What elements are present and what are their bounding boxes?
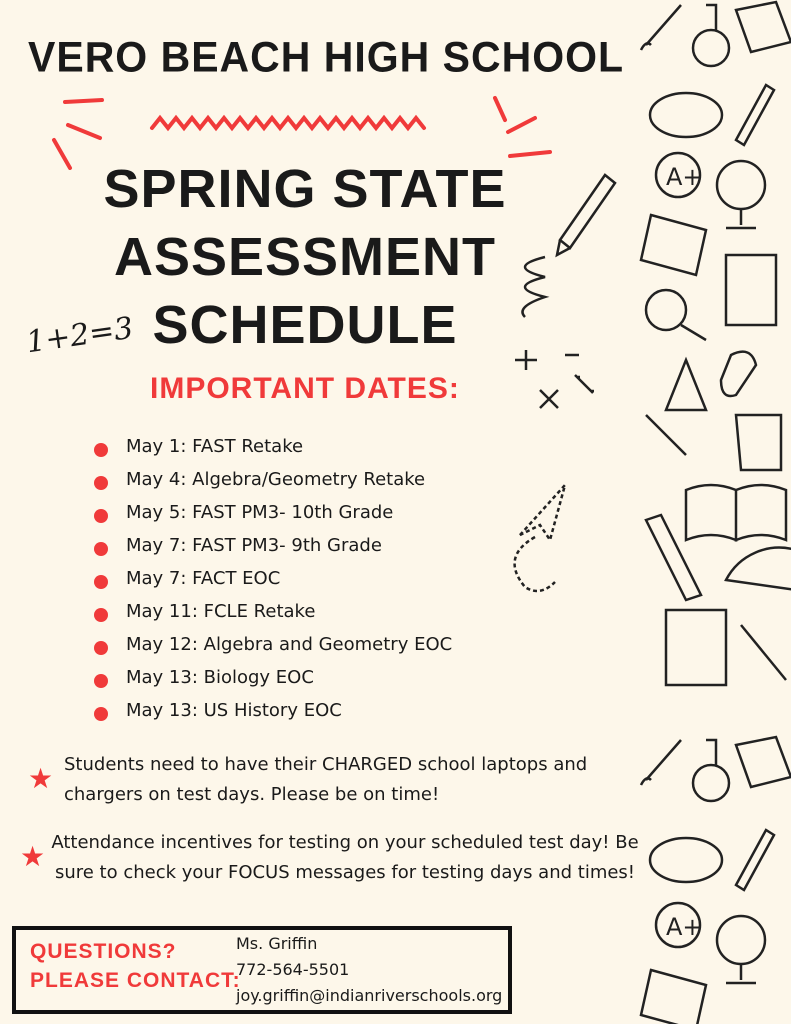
important-dates-heading: IMPORTANT DATES: xyxy=(150,372,460,405)
list-item xyxy=(94,694,452,727)
date-text: May 4: Algebra/Geometry Retake xyxy=(126,469,426,490)
attendance-note: Attendance incentives for testing on your scheduled test day! Be sure to check your FOCUS messages for testing days and times! xyxy=(51,832,639,883)
list-item xyxy=(94,430,452,463)
bullet-icon xyxy=(94,509,108,523)
bullet-icon xyxy=(94,707,108,721)
date-text: May 7: FAST PM3- 9th Grade xyxy=(126,535,382,556)
page-title xyxy=(70,155,540,359)
bullet-icon xyxy=(94,476,108,490)
school-supplies-icon-group-repeat xyxy=(641,737,791,1024)
bullet-icon xyxy=(94,641,108,655)
contact-label xyxy=(30,937,241,995)
pencil-math-doodles xyxy=(505,165,625,595)
bullet-icon xyxy=(94,575,108,589)
date-text: May 1: FAST Retake xyxy=(126,436,304,457)
list-item xyxy=(94,562,452,595)
svg-text:A+: A+ xyxy=(666,913,703,941)
date-text: May 7: FACT EOC xyxy=(126,568,281,589)
school-supplies-icon-group xyxy=(641,2,791,685)
laptop-note: Students need to have their CHARGED school laptops and chargers on test days. Please be on time! xyxy=(64,754,588,805)
bullet-icon xyxy=(94,674,108,688)
contact-info xyxy=(236,931,502,1009)
date-text: May 12: Algebra and Geometry EOC xyxy=(126,634,453,655)
title-line: SCHEDULE xyxy=(152,295,458,355)
list-item xyxy=(94,595,452,628)
bullet-icon xyxy=(94,608,108,622)
title-line: SPRING STATE xyxy=(103,159,507,219)
date-text: May 13: US History EOC xyxy=(126,700,342,721)
list-item xyxy=(94,529,452,562)
list-item xyxy=(94,496,452,529)
date-text: May 5: FAST PM3- 10th Grade xyxy=(126,502,394,523)
svg-text:A+: A+ xyxy=(666,163,703,191)
school-name: VERO BEACH HIGH SCHOOL xyxy=(28,32,625,82)
school-doodles-border xyxy=(636,0,791,1024)
date-text: May 11: FCLE Retake xyxy=(126,601,316,622)
bullet-icon xyxy=(94,542,108,556)
contact-label-line: QUESTIONS? xyxy=(30,940,177,963)
star-icon: ★ xyxy=(20,840,46,873)
contact-phone[interactable]: 772-564-5501 xyxy=(236,960,350,979)
important-dates-list xyxy=(94,430,452,727)
bullet-icon xyxy=(94,443,108,457)
list-item xyxy=(94,463,452,496)
contact-name: Ms. Griffin xyxy=(236,934,318,953)
date-text: May 13: Biology EOC xyxy=(126,667,314,688)
list-item xyxy=(94,661,452,694)
contact-email[interactable]: joy.griffin@indianriverschools.org xyxy=(236,986,503,1005)
contact-label-line: PLEASE CONTACT: xyxy=(30,969,241,992)
list-item xyxy=(94,628,452,661)
star-icon: ★ xyxy=(28,762,54,795)
title-line: ASSESSMENT xyxy=(113,227,497,287)
equation-doodle: 1+2=3 xyxy=(24,310,136,361)
